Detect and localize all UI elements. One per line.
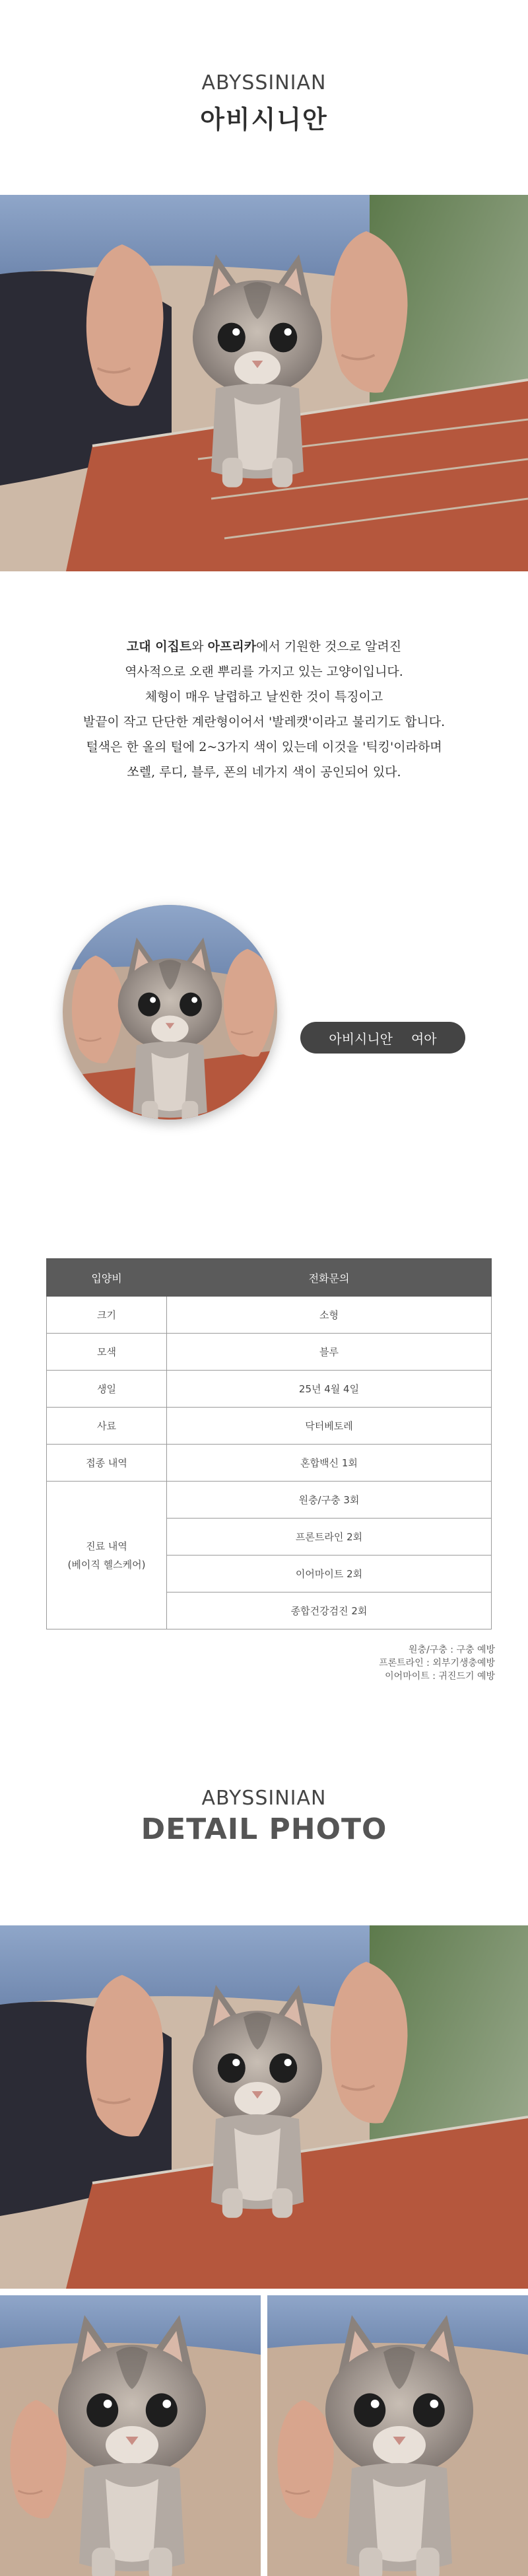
breed-description	[0, 634, 528, 785]
breed-sex-badge	[300, 1022, 465, 1054]
care-item: 원충/구충 3회	[167, 1482, 492, 1519]
description-line-1: 고대 이집트와 아프리카에서 기원한 것으로 알려진	[126, 639, 402, 654]
table-row	[47, 1482, 492, 1519]
table-row	[47, 1445, 492, 1482]
footnote: 프론트라인 : 외부기생충예방	[379, 1658, 495, 1668]
row-label: 크기	[47, 1297, 167, 1334]
info-table	[46, 1258, 492, 1629]
detail-photo-3	[267, 2295, 528, 2576]
table-row	[47, 1408, 492, 1445]
sex-label: 여아	[411, 1030, 437, 1047]
footnotes	[379, 1643, 495, 1683]
detail-english-title: ABYSSINIAN	[201, 1787, 327, 1810]
table-row	[47, 1297, 492, 1334]
detail-photo-1	[0, 1925, 528, 2289]
row-value: 혼합백신 1회	[167, 1445, 492, 1482]
care-item: 이어마이트 2회	[167, 1556, 492, 1592]
detail-photo-title: DETAIL PHOTO	[141, 1812, 387, 1846]
table-header-label: 입양비	[47, 1259, 167, 1297]
row-label: 사료	[47, 1408, 167, 1445]
row-value: 블루	[167, 1334, 492, 1371]
description-line-3: 체형이 매우 날렵하고 날씬한 것이 특징이고	[145, 690, 383, 704]
description-line-2: 역사적으로 오랜 뿌리를 가지고 있는 고양이입니다.	[125, 664, 403, 679]
row-value: 25년 4월 4일	[167, 1371, 492, 1408]
footnote: 원충/구충 : 구충 예방	[409, 1645, 495, 1655]
footnote: 이어마이트 : 귀진드기 예방	[385, 1671, 495, 1682]
table-row	[47, 1371, 492, 1408]
header	[0, 0, 528, 195]
row-label: 접종 내역	[47, 1445, 167, 1482]
korean-title: 아비시니안	[200, 105, 328, 134]
description-line-4: 발끝이 작고 단단한 계란형이어서 '발레캣'이라고 불리기도 합니다.	[82, 715, 446, 729]
care-label: 진료 내역 (베이직 헬스케어)	[47, 1482, 167, 1629]
english-title: ABYSSINIAN	[201, 71, 327, 94]
row-value: 닥터베토레	[167, 1408, 492, 1445]
profile-photo	[63, 905, 277, 1120]
hero-photo	[0, 195, 528, 571]
table-header-row	[47, 1259, 492, 1297]
row-label: 모색	[47, 1334, 167, 1371]
table-row	[47, 1334, 492, 1371]
description-line-5: 털색은 한 올의 털에 2~3가지 색이 있는데 이것을 '틱킹'이라하며	[86, 740, 442, 754]
description-line-6: 쏘렐, 루디, 블루, 폰의 네가지 색이 공인되어 있다.	[127, 765, 401, 779]
table-header-value: 전화문의	[167, 1259, 492, 1297]
breed-name: 아비시니안	[329, 1030, 393, 1047]
care-item: 프론트라인 2회	[167, 1519, 492, 1556]
row-label: 생일	[47, 1371, 167, 1408]
care-item: 종합건강검진 2회	[167, 1592, 492, 1629]
detail-photo-2	[0, 2295, 261, 2576]
row-value: 소형	[167, 1297, 492, 1334]
